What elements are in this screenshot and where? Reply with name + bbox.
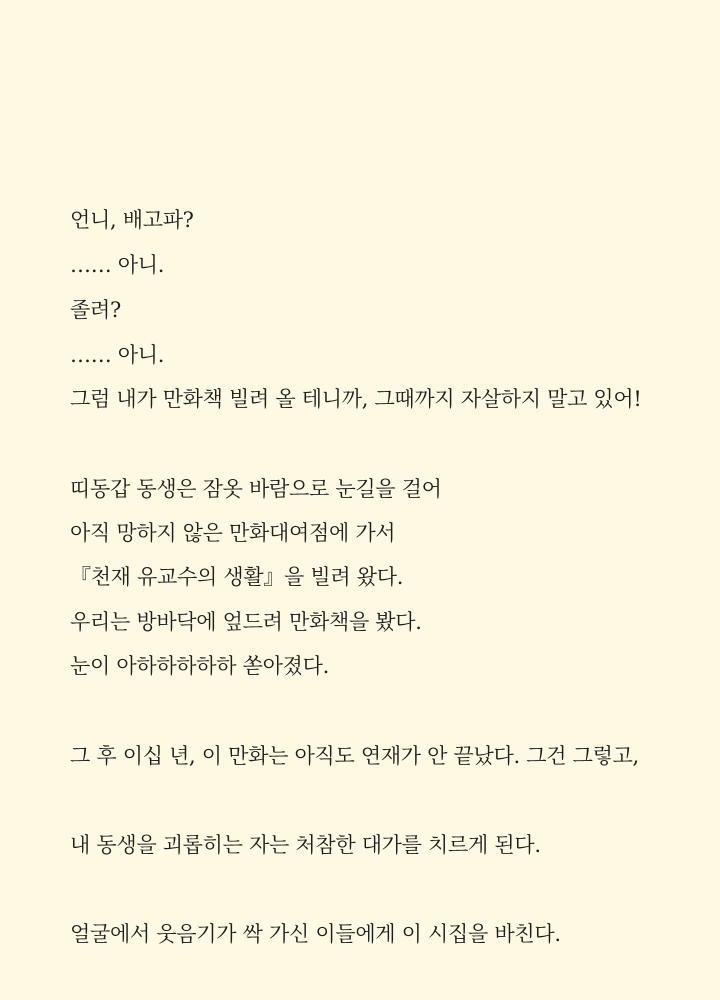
poem-line: 그 후 이십 년, 이 만화는 아직도 연재가 안 끝났다. 그건 그렇고, [70,744,639,768]
poem-line: 내 동생을 괴롭히는 자는 처참한 대가를 치르게 된다. [70,833,541,857]
poem-line: 눈이 아하하하하하 쏟아졌다. [70,654,329,678]
poem-line: 우리는 방바닥에 엎드려 만화책을 봤다. [70,610,422,634]
poem-line: 띠동갑 동생은 잠옷 바람으로 눈길을 걸어 [70,477,442,501]
poem-line: 아직 망하지 않은 만화대여점에 가서 [70,521,396,545]
poem-line: 얼굴에서 웃음기가 싹 가신 이들에게 이 시집을 바친다. [70,922,561,946]
poem-line: …… 아니. [70,253,165,277]
poem-line: 그럼 내가 만화책 빌려 올 테니까, 그때까지 자살하지 말고 있어! [70,387,642,411]
poem-line: 언니, 배고파? [70,208,194,232]
poem-line: 『천재 유교수의 생활』을 빌려 왔다. [70,565,404,589]
poem-line: 졸려? [70,298,121,322]
poem-line: …… 아니. [70,343,165,367]
